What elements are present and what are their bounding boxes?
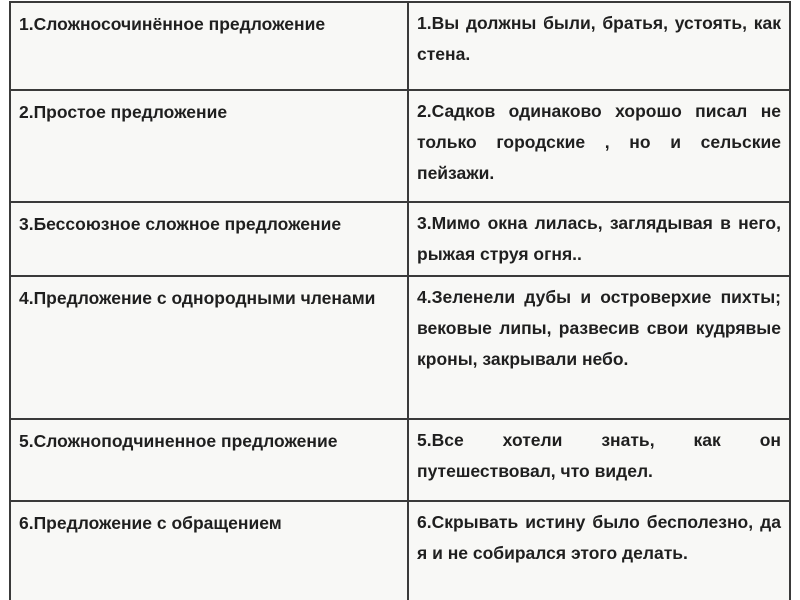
sentence-type-cell: 4.Предложение с однородными членами	[10, 276, 408, 419]
example-sentence-cell: 4.Зеленели дубы и островерхие пихты; вековые липы, развесив свои кудрявые кроны, закрывали небо.	[408, 276, 790, 419]
matching-table	[9, 1, 791, 600]
example-sentence-cell: 5.Все хотели знать, как он путешествовал, что видел.	[408, 419, 790, 501]
table-row	[10, 276, 790, 419]
table-row	[10, 202, 790, 276]
example-sentence-cell: 2.Садков одинаково хорошо писал не только городские , но и сельские пейзажи.	[408, 90, 790, 202]
sentence-type-cell: 2.Простое предложение	[10, 90, 408, 202]
table-row	[10, 90, 790, 202]
example-sentence-cell: 6.Скрывать истину было бесполезно, да я и не собирался этого делать.	[408, 501, 790, 600]
table-row	[10, 419, 790, 501]
example-sentence-cell: 3.Мимо окна лилась, заглядывая в него, рыжая струя огня..	[408, 202, 790, 276]
example-sentence-cell: 1.Вы должны были, братья, устоять, как стена.	[408, 2, 790, 90]
table-row	[10, 501, 790, 600]
table-row	[10, 2, 790, 90]
sentence-type-cell: 6.Предложение с обращением	[10, 501, 408, 600]
sentence-type-cell: 1.Сложносочинённое предложение	[10, 2, 408, 90]
sentence-type-cell: 5.Сложноподчиненное предложение	[10, 419, 408, 501]
sentence-type-cell: 3.Бессоюзное сложное предложение	[10, 202, 408, 276]
